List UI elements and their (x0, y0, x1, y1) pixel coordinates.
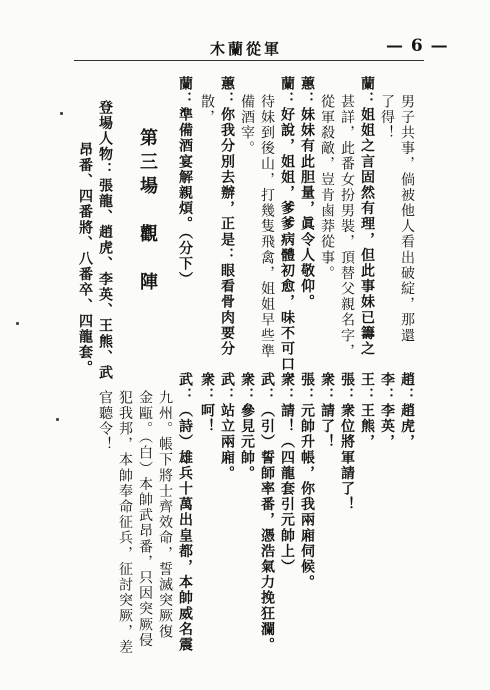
text-column: 蘭：準備酒宴解親煩。（分下） (177, 76, 193, 288)
page-header-title: 木蘭從軍 (210, 40, 283, 58)
text-column: 男子共事，倘被他人看出破綻，那還 (399, 94, 415, 344)
text-column: 蘭：好說，姐姐，爹爹病體初愈，味不可口， (279, 76, 295, 388)
scan-speck (56, 418, 59, 421)
text-column: 武：站立兩廂。 (219, 372, 235, 482)
text-column: 從軍殺敵，豈肯鹵莽從事。 (319, 94, 335, 282)
text-column: 蕙：妹妹有此胆量，眞令人敬仰。 (299, 76, 315, 310)
text-column: 官聽令！ (97, 390, 113, 453)
text-column: 金甌。（白）本帥武昂番，只因突厥侵 (137, 390, 153, 649)
text-column: 衆：請！（四龍套引元帥上） (279, 372, 295, 575)
text-column: 張：衆位將軍請了！ (339, 372, 355, 513)
text-column: 王：王熊， (359, 372, 375, 450)
scan-speck (16, 322, 19, 325)
text-column: 李：李英， (379, 372, 395, 450)
text-column: 散， (199, 94, 215, 126)
text-column: 衆：呵！ (199, 372, 215, 435)
text-column: 待妹到後山，打幾隻飛禽，姐姐早些準 (259, 94, 275, 360)
text-column: 張：元帥升帳，你我兩廂伺候。 (299, 372, 315, 591)
cast-list-continued: 昂番、四番將、八番卒、四龍套。 (77, 142, 93, 376)
page-number: — 6 — (386, 36, 449, 56)
scan-speck (60, 112, 63, 115)
text-column: 甚詳，此番女扮男裝，頂替父親名字， (339, 94, 355, 360)
text-column: 衆：參見元帥。 (239, 372, 255, 482)
cast-list: 登場人物：張龍、趙虎、李英、王熊、武 (97, 100, 113, 381)
text-column: 犯我邦，本帥奉命征兵，征討突厥，差 (117, 390, 133, 656)
text-column: 趙：趙虎， (399, 372, 415, 450)
text-column: 武：（引）誓師率番，憑浩氣力挽狂瀾。 (259, 372, 275, 653)
header-rule (74, 60, 424, 61)
text-column: 蘭：姐姐之言固然有理，但此事妹已籌之 (359, 76, 375, 357)
scene-heading: 第三場 觀 陣 (137, 128, 158, 296)
text-column: 蕙：你我分別去辦，正是：眼看骨肉要分 (219, 76, 235, 357)
text-column: 了得！ (379, 94, 395, 141)
text-column: 衆：請了！ (319, 372, 335, 450)
text-column: 武：（詩）雄兵十萬出皇都，本帥威名震 (177, 372, 193, 653)
text-column: 備酒宰。 (239, 94, 255, 157)
text-column: 九州。帳下將士齊效命，誓滅突厥復 (157, 390, 173, 640)
